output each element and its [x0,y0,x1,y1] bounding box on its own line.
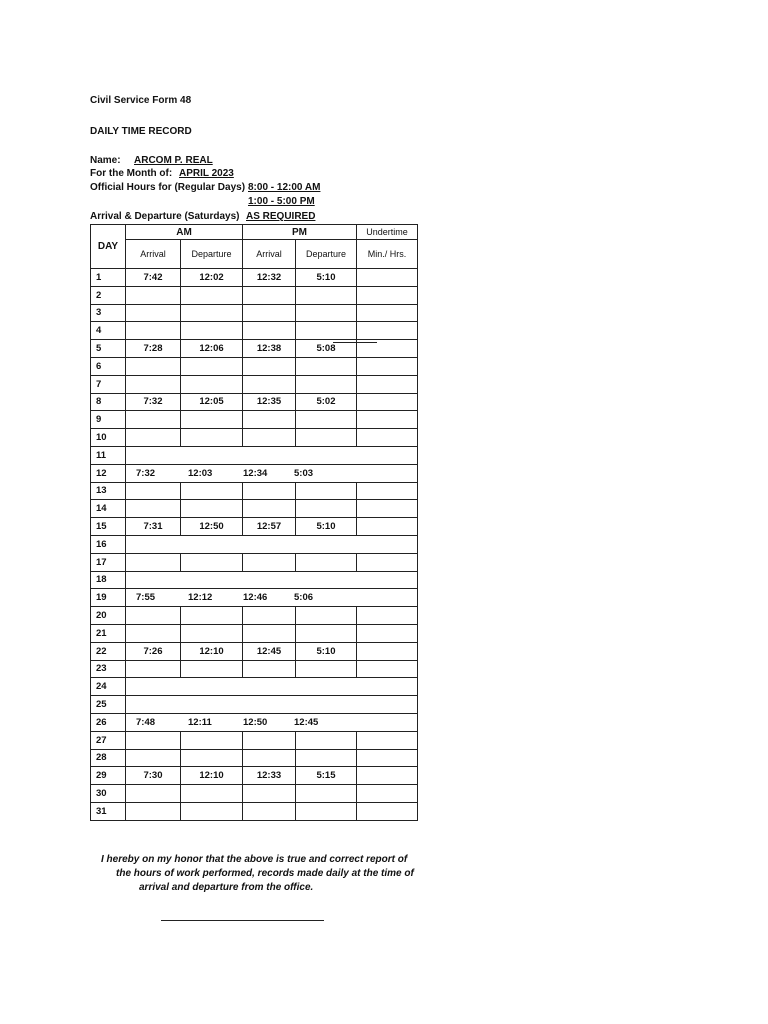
am-departure-cell [181,731,243,749]
certification-line-2: the hours of work performed, records made daily at the time of [116,868,414,879]
day-cell: 29 [91,767,126,785]
am-departure-cell [181,660,243,678]
undertime-cell [357,518,418,536]
stray-underline [333,342,377,343]
undertime-cell [357,642,418,660]
pm-arrival-cell [243,429,296,447]
am-arrival-cell [126,429,181,447]
pm-arrival-header: Arrival [243,240,296,269]
pm-departure-cell: 5:10 [296,642,357,660]
am-arrival-cell [126,482,181,500]
am-departure-cell [181,322,243,340]
am-departure-cell [181,553,243,571]
pm-departure-cell: 5:08 [296,340,357,358]
table-row [91,624,418,642]
table-row [91,518,418,536]
day-cell: 14 [91,500,126,518]
table-row [91,696,418,714]
pm-arrival-cell: 12:38 [243,340,296,358]
undertime-cell [357,660,418,678]
undertime-cell [357,607,418,625]
pm-arrival-cell [243,785,296,803]
am-departure-cell: 12:10 [181,642,243,660]
merged-time-cell [126,571,418,589]
table-row [91,731,418,749]
group-pm-header: PM [243,225,357,240]
am-arrival-cell: 7:30 [126,767,181,785]
undertime-cell [357,375,418,393]
day-cell: 15 [91,518,126,536]
undertime-cell [357,553,418,571]
pm-arrival-cell [243,802,296,820]
am-arrival-cell: 7:31 [126,518,181,536]
time-value: 12:03 [188,467,213,479]
time-value: 12:34 [243,467,268,479]
am-arrival-cell [126,286,181,304]
table-row [91,767,418,785]
am-departure-cell [181,482,243,500]
am-departure-cell: 12:10 [181,767,243,785]
table-row [91,286,418,304]
name-label: Name: [90,155,121,166]
day-cell: 2 [91,286,126,304]
table-row [91,500,418,518]
table-row [91,322,418,340]
pm-departure-cell [296,357,357,375]
undertime-cell [357,767,418,785]
table-row [91,553,418,571]
time-value: 5:03 [294,467,314,479]
merged-time-cell [126,446,418,464]
day-cell: 20 [91,607,126,625]
undertime-cell [357,393,418,411]
pm-departure-cell [296,802,357,820]
time-value: 12:46 [243,592,268,604]
table-row [91,411,418,429]
pm-arrival-cell [243,286,296,304]
time-value: 7:48 [136,716,156,728]
merged-time-cell [126,589,418,607]
am-departure-cell [181,607,243,625]
table-row [91,678,418,696]
am-departure-cell [181,500,243,518]
pm-arrival-cell [243,411,296,429]
am-departure-cell: 12:50 [181,518,243,536]
am-arrival-cell: 7:32 [126,393,181,411]
pm-arrival-cell: 12:45 [243,642,296,660]
pm-departure-cell [296,624,357,642]
am-departure-cell [181,357,243,375]
am-arrival-cell [126,357,181,375]
pm-departure-cell: 5:15 [296,767,357,785]
pm-departure-cell [296,322,357,340]
am-arrival-cell [126,731,181,749]
day-cell: 11 [91,446,126,464]
undertime-cell [357,482,418,500]
am-departure-cell: 12:06 [181,340,243,358]
day-cell: 22 [91,642,126,660]
pm-departure-header: Departure [296,240,357,269]
am-arrival-cell [126,411,181,429]
pm-arrival-cell [243,500,296,518]
pm-departure-cell [296,411,357,429]
am-arrival-cell: 7:28 [126,340,181,358]
merged-time-cell [126,696,418,714]
pm-departure-cell [296,553,357,571]
pm-departure-cell [296,731,357,749]
pm-arrival-cell [243,304,296,322]
table-row [91,589,418,607]
name-value: ARCOM P. REAL [134,155,213,166]
am-arrival-cell: 7:26 [126,642,181,660]
table-row [91,660,418,678]
day-cell: 12 [91,464,126,482]
pm-arrival-cell: 12:35 [243,393,296,411]
am-arrival-cell [126,375,181,393]
day-cell: 26 [91,713,126,731]
month-value: APRIL 2023 [179,168,234,179]
am-departure-cell [181,785,243,803]
merged-time-cell [126,464,418,482]
time-value: 12:45 [294,716,319,728]
pm-arrival-cell [243,749,296,767]
col-day-header: DAY [91,225,126,269]
table-row [91,785,418,803]
undertime-cell [357,802,418,820]
am-departure-cell [181,624,243,642]
undertime-cell [357,286,418,304]
undertime-cell [357,500,418,518]
undertime-cell [357,411,418,429]
am-arrival-cell [126,802,181,820]
table-row [91,464,418,482]
undertime-cell [357,269,418,287]
merged-time-cell [126,535,418,553]
day-cell: 21 [91,624,126,642]
header-row-sub [91,240,418,269]
day-cell: 23 [91,660,126,678]
day-cell: 18 [91,571,126,589]
day-cell: 27 [91,731,126,749]
day-cell: 24 [91,678,126,696]
undertime-cell [357,304,418,322]
am-arrival-header: Arrival [126,240,181,269]
saturday-label: Arrival & Departure (Saturdays) [90,211,240,222]
day-cell: 9 [91,411,126,429]
pm-departure-cell [296,304,357,322]
table-row [91,607,418,625]
pm-arrival-cell [243,607,296,625]
signature-line [161,920,324,921]
am-arrival-cell [126,785,181,803]
pm-arrival-cell [243,731,296,749]
am-departure-cell [181,286,243,304]
pm-departure-cell [296,500,357,518]
pm-departure-cell [296,607,357,625]
time-value: 12:50 [243,716,268,728]
merged-time-cell [126,713,418,731]
undertime-cell [357,357,418,375]
table-row [91,429,418,447]
saturday-value: AS REQUIRED [246,211,316,222]
day-cell: 28 [91,749,126,767]
pm-departure-cell [296,286,357,304]
merged-time-cell [126,678,418,696]
table-row [91,375,418,393]
day-cell: 25 [91,696,126,714]
table-row [91,304,418,322]
am-arrival-cell: 7:42 [126,269,181,287]
am-arrival-cell [126,553,181,571]
am-departure-cell [181,304,243,322]
pm-arrival-cell: 12:57 [243,518,296,536]
document-title: DAILY TIME RECORD [90,126,192,137]
undertime-minhrs-header: Min./ Hrs. [357,240,418,269]
undertime-cell [357,429,418,447]
undertime-cell [357,785,418,803]
table-row [91,713,418,731]
pm-departure-cell: 5:02 [296,393,357,411]
time-value: 12:12 [188,592,213,604]
am-departure-cell [181,749,243,767]
pm-arrival-cell [243,357,296,375]
am-departure-cell [181,429,243,447]
day-cell: 6 [91,357,126,375]
day-cell: 8 [91,393,126,411]
table-row [91,642,418,660]
day-cell: 17 [91,553,126,571]
form-name: Civil Service Form 48 [90,95,192,106]
day-cell: 1 [91,269,126,287]
header-row-groups [91,225,418,240]
day-cell: 31 [91,802,126,820]
day-cell: 4 [91,322,126,340]
day-cell: 5 [91,340,126,358]
time-value: 7:32 [136,467,156,479]
pm-arrival-cell [243,553,296,571]
am-arrival-cell [126,624,181,642]
day-cell: 30 [91,785,126,803]
table-row [91,571,418,589]
time-value: 12:11 [188,716,212,728]
pm-arrival-cell [243,660,296,678]
official-hours-pm: 1:00 - 5:00 PM [248,196,315,207]
pm-departure-cell [296,429,357,447]
pm-departure-cell: 5:10 [296,518,357,536]
day-cell: 10 [91,429,126,447]
official-hours-am: 8:00 - 12:00 AM [248,182,321,193]
pm-arrival-cell: 12:33 [243,767,296,785]
table-row [91,446,418,464]
pm-arrival-cell [243,482,296,500]
am-arrival-cell [126,660,181,678]
am-arrival-cell [126,607,181,625]
certification-line-3: arrival and departure from the office. [139,882,314,893]
undertime-cell [357,322,418,340]
table-row [91,393,418,411]
am-departure-cell: 12:02 [181,269,243,287]
pm-departure-cell [296,482,357,500]
am-departure-cell [181,411,243,429]
pm-arrival-cell: 12:32 [243,269,296,287]
day-cell: 7 [91,375,126,393]
table-row [91,535,418,553]
table-row [91,482,418,500]
day-cell: 19 [91,589,126,607]
pm-departure-cell [296,375,357,393]
official-hours-label: Official Hours for (Regular Days) [90,182,246,193]
am-departure-cell [181,375,243,393]
time-value: 5:06 [294,592,314,604]
undertime-cell [357,731,418,749]
day-cell: 13 [91,482,126,500]
pm-arrival-cell [243,375,296,393]
pm-departure-cell [296,785,357,803]
pm-arrival-cell [243,322,296,340]
table-row [91,269,418,287]
am-departure-cell: 12:05 [181,393,243,411]
am-arrival-cell [126,304,181,322]
month-label: For the Month of: [90,168,173,179]
undertime-cell [357,749,418,767]
group-undertime-header: Undertime [357,225,418,240]
table-row [91,802,418,820]
group-am-header: AM [126,225,243,240]
table-row [91,749,418,767]
pm-departure-cell [296,749,357,767]
time-record-table [90,224,418,821]
day-cell: 3 [91,304,126,322]
am-arrival-cell [126,500,181,518]
am-arrival-cell [126,749,181,767]
pm-arrival-cell [243,624,296,642]
certification-line-1: I hereby on my honor that the above is true and correct report of [101,854,408,865]
day-cell: 16 [91,535,126,553]
am-departure-header: Departure [181,240,243,269]
pm-departure-cell [296,660,357,678]
am-arrival-cell [126,322,181,340]
time-value: 7:55 [136,592,156,604]
undertime-cell [357,624,418,642]
am-departure-cell [181,802,243,820]
table-row [91,357,418,375]
pm-departure-cell: 5:10 [296,269,357,287]
